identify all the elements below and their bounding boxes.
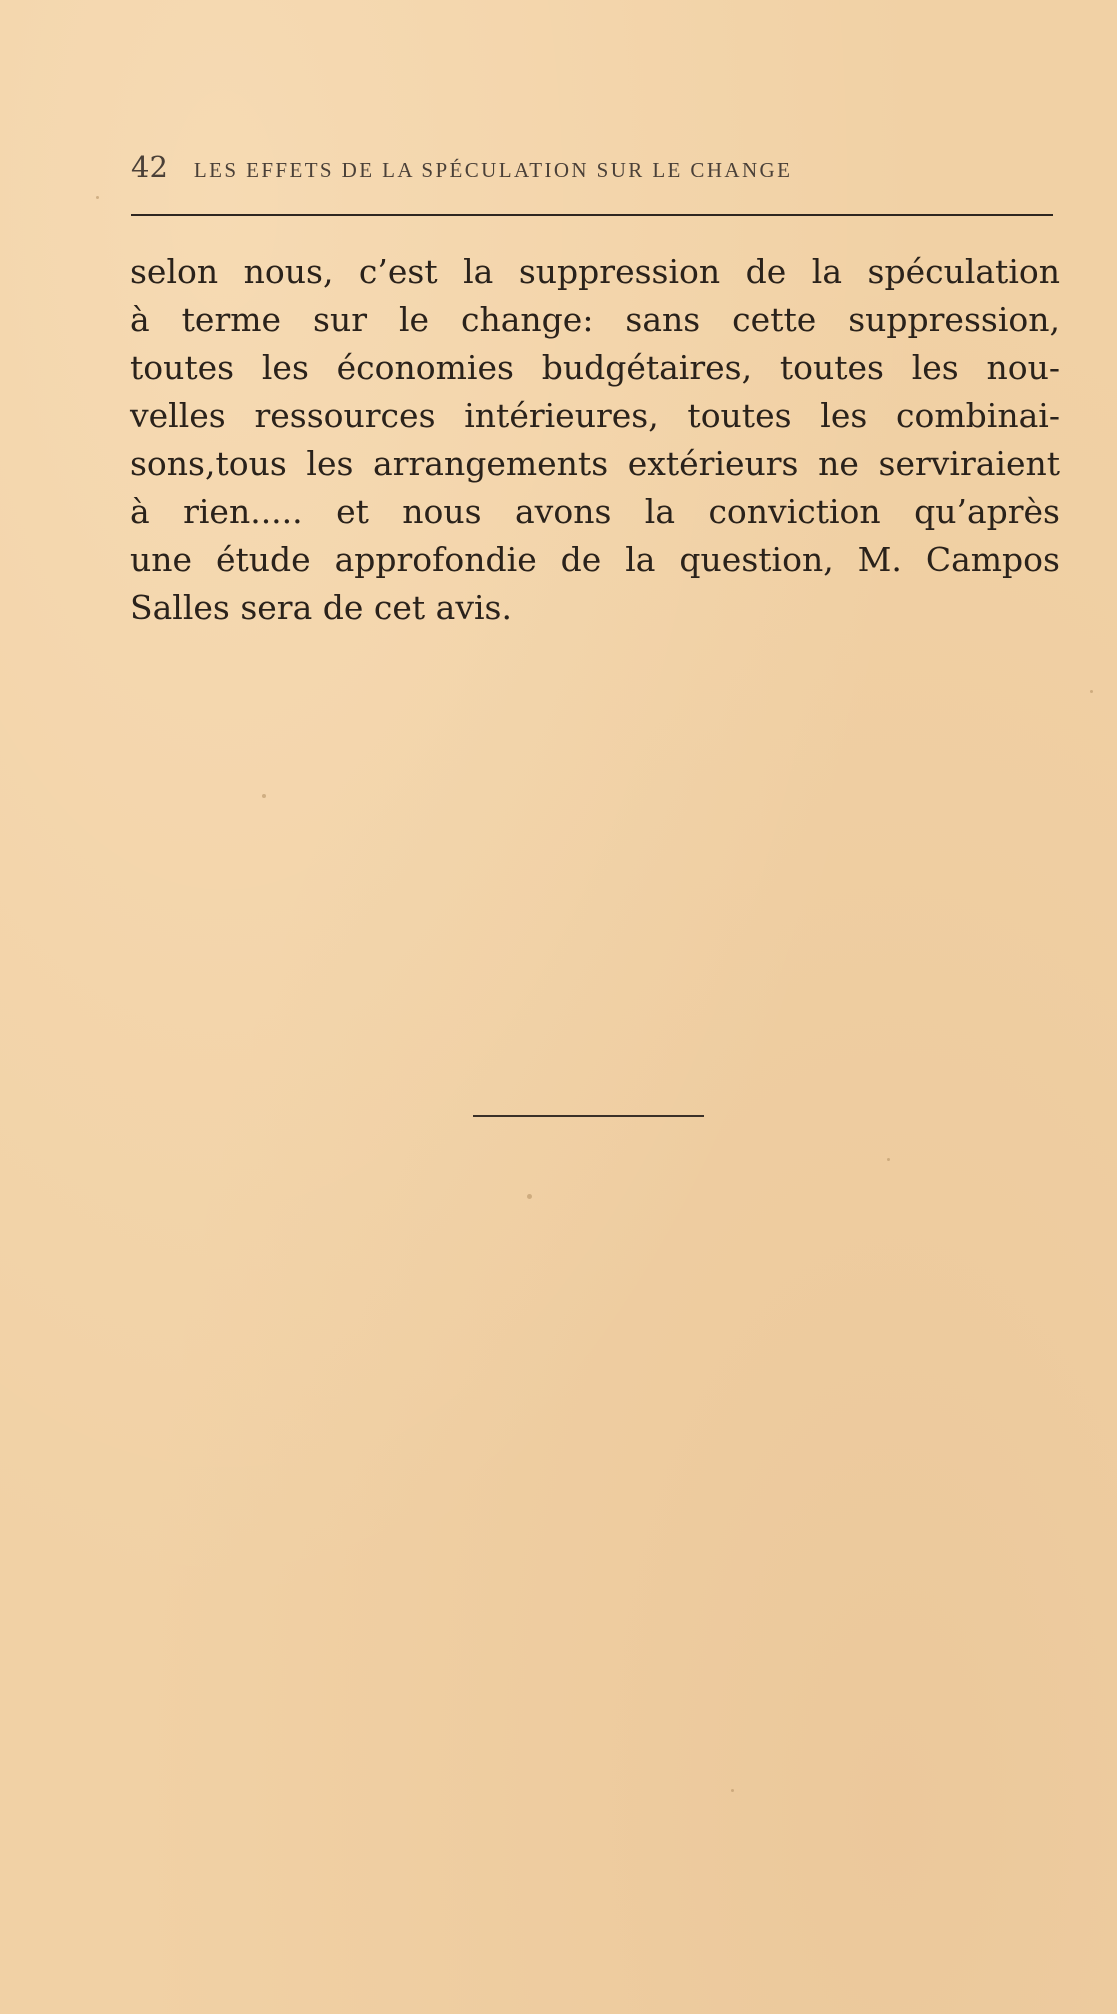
- end-of-section-rule: [473, 1115, 704, 1117]
- text-line: velles ressources intérieures, toutes les combinai-: [130, 396, 1060, 435]
- paper-speck: [1090, 690, 1093, 693]
- text-line: selon nous, c’est la suppression de la spéculation: [130, 252, 1060, 291]
- body-paragraph: [130, 248, 1060, 632]
- text-line: Salles sera de cet avis.: [130, 588, 512, 627]
- paper-speck: [887, 1158, 890, 1161]
- text-line: à terme sur le change: sans cette suppression,: [130, 300, 1060, 339]
- running-head: [131, 150, 991, 190]
- text-line: toutes les économies budgétaires, toutes les nou-: [130, 348, 1060, 387]
- paper-speck: [262, 794, 266, 798]
- page-number: 42: [131, 150, 168, 184]
- text-line: une étude approfondie de la question, M. Campos: [130, 540, 1060, 579]
- header-rule: [131, 214, 1053, 216]
- text-line: sons,tous les arrangements extérieurs ne serviraient: [130, 444, 1060, 483]
- text-line: à rien..... et nous avons la conviction qu’après: [130, 492, 1060, 531]
- paper-speck: [527, 1194, 532, 1199]
- paper-speck: [731, 1789, 734, 1792]
- running-title: LES EFFETS DE LA SPÉCULATION SUR LE CHANGE: [193, 158, 793, 182]
- paper-speck: [96, 196, 99, 199]
